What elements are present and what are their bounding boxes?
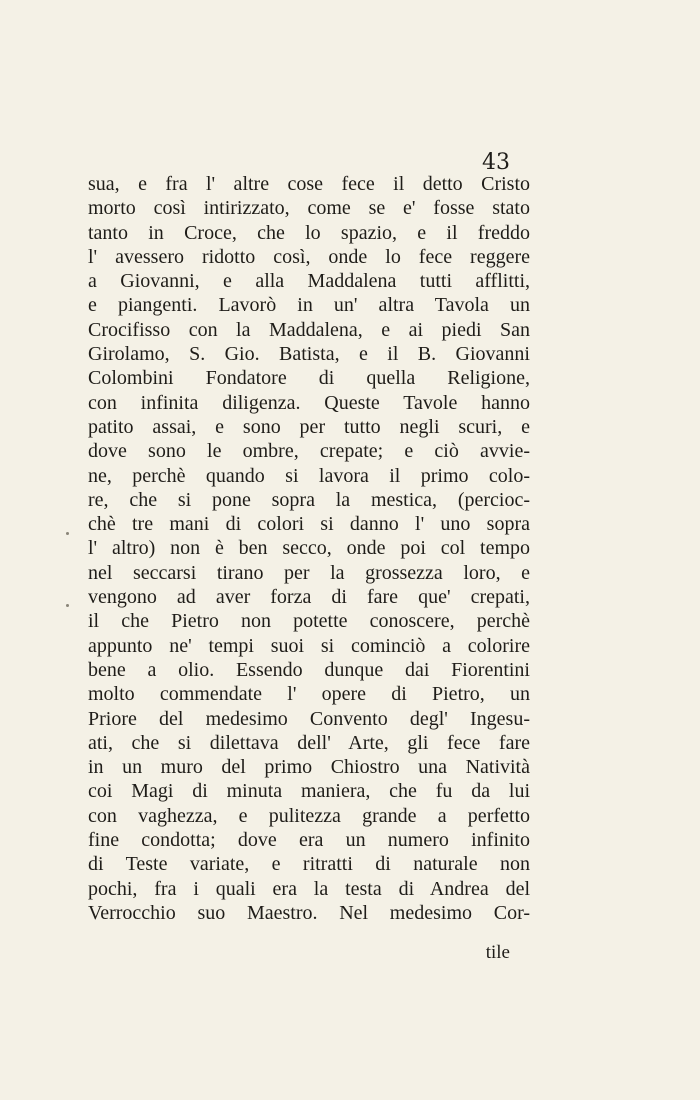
text-line: re, che si pone sopra la mestica, (percioc- <box>88 488 530 511</box>
text-line: Verrocchio suo Maestro. Nel medesimo Cor- <box>88 901 530 924</box>
text-line: Crocifisso con la Maddalena, e ai piedi San <box>88 318 530 341</box>
text-line: ne, perchè quando si lavora il primo colo- <box>88 464 530 487</box>
text-line: di Teste variate, e ritratti di naturale non <box>88 853 530 876</box>
text-line: bene a olio. Essendo dunque dai Fiorentini <box>88 658 530 681</box>
text-line: il che Pietro non potette conoscere, perchè <box>88 610 530 633</box>
text-line: vengono ad aver forza di fare que' crepati, <box>88 586 530 609</box>
text-line: a Giovanni, e alla Maddalena tutti afflitti, <box>88 270 530 293</box>
text-line: Girolamo, S. Gio. Batista, e il B. Giovanni <box>88 343 530 366</box>
text-line: e piangenti. Lavorò in un' altra Tavola un <box>88 294 530 317</box>
catchword: tile <box>485 942 510 963</box>
text-line: l' altro) non è ben secco, onde poi col tempo <box>88 537 530 560</box>
text-line: sua, e fra l' altre cose fece il detto Cristo <box>88 173 530 195</box>
paper-speck <box>66 532 69 535</box>
text-line: appunto ne' tempi suoi si cominciò a colorire <box>88 634 530 657</box>
text-line: in un muro del primo Chiostro una Natività <box>88 756 530 779</box>
text-line: pochi, fra i quali era la testa di Andrea del <box>88 877 530 900</box>
text-line: con infinita diligenza. Queste Tavole hanno <box>88 391 530 414</box>
text-line: ati, che si dilettava dell' Arte, gli fece fare <box>88 731 530 754</box>
text-line: patito assai, e sono per tutto negli scuri, e <box>88 415 530 438</box>
text-line: nel seccarsi tirano per la grossezza loro, e <box>88 561 530 584</box>
paper-speck <box>66 604 69 607</box>
text-line: Priore del medesimo Convento degl' Ingesu- <box>88 707 530 730</box>
text-line: dove sono le ombre, crepate; e ciò avvie- <box>88 440 530 463</box>
text-line: fine condotta; dove era un numero infinito <box>88 829 530 852</box>
body-text <box>88 172 530 925</box>
text-line: Colombini Fondatore di quella Religione, <box>88 367 530 390</box>
text-line: tanto in Croce, che lo spazio, e il freddo <box>88 221 530 244</box>
text-line: chè tre mani di colori si danno l' uno sopra <box>88 513 530 536</box>
text-line: morto così intirizzato, come se e' fosse stato <box>88 197 530 220</box>
page-number: 43 <box>482 150 510 175</box>
text-line: molto commendate l' opere di Pietro, un <box>88 683 530 706</box>
text-line: l' avessero ridotto così, onde lo fece reggere <box>88 245 530 268</box>
text-line: con vaghezza, e pulitezza grande a perfetto <box>88 804 530 827</box>
text-line: coi Magi di minuta maniera, che fu da lui <box>88 780 530 803</box>
